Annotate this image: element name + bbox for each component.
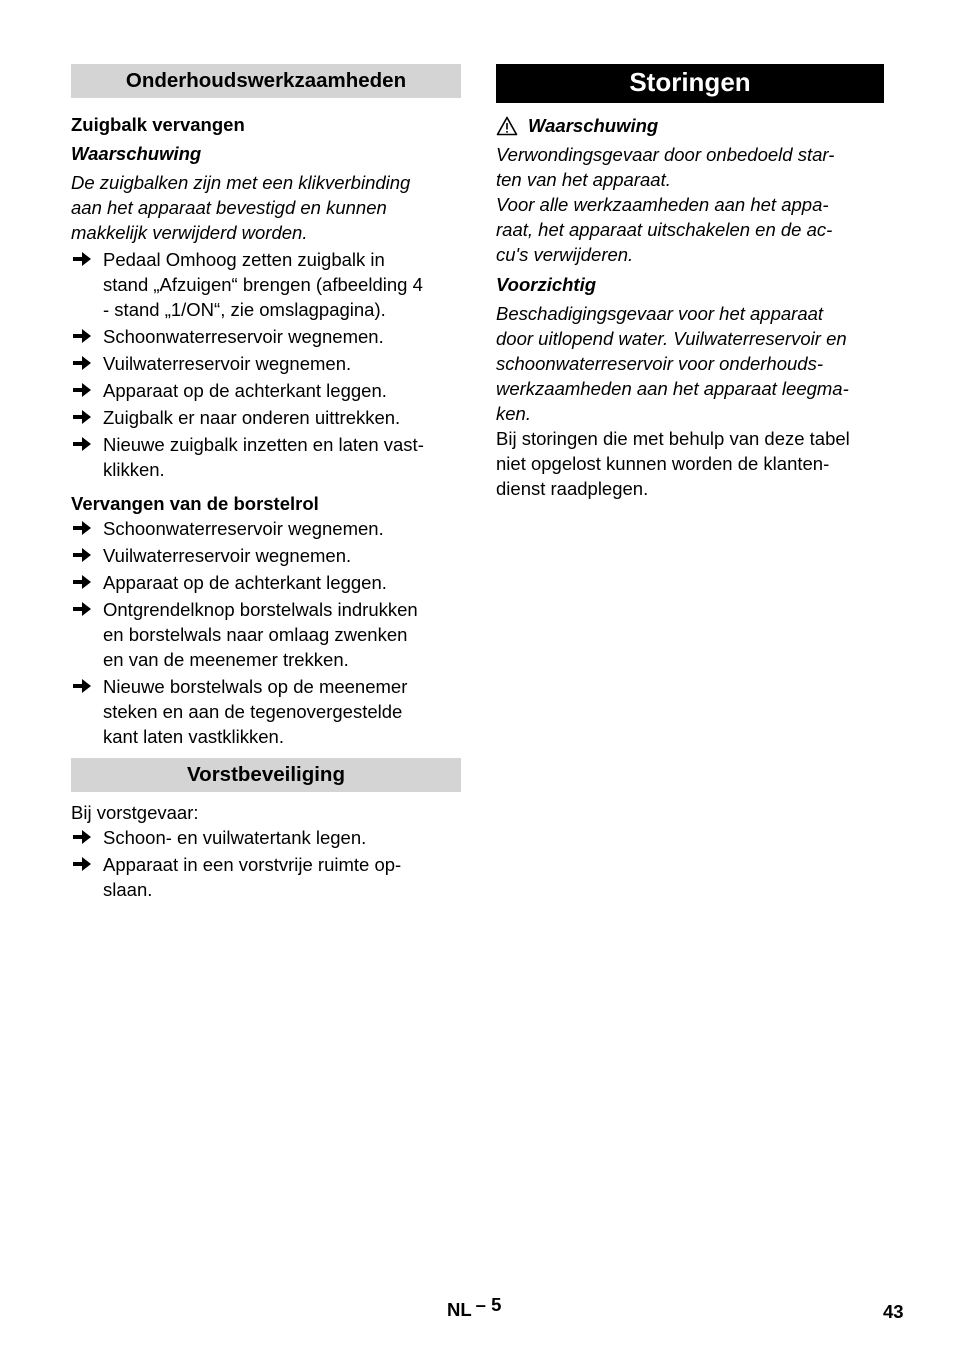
warning-triangle-icon <box>496 116 518 136</box>
list-item-line: Schoon- en vuilwatertank legen. <box>103 827 367 848</box>
warning-text-line: makkelijk verwijderd worden. <box>71 222 308 243</box>
list-item <box>71 597 461 672</box>
list-item <box>71 674 461 749</box>
steps-replace-brush-roller <box>71 516 461 749</box>
list-item <box>71 324 461 349</box>
section-title-maintenance: Onderhoudswerkzaamheden <box>71 64 461 98</box>
heading-replace-squeegee: Zuigbalk vervangen <box>71 114 245 135</box>
warning-text-line: raat, het apparaat uitschakelen en de ac- <box>496 219 833 240</box>
arrow-right-icon <box>73 521 91 535</box>
list-item-line: Apparaat op de achterkant leggen. <box>103 380 387 401</box>
arrow-right-icon <box>73 830 91 844</box>
list-item <box>71 405 461 430</box>
caution-label: Voorzichtig <box>496 274 597 295</box>
list-item-line: Apparaat op de achterkant leggen. <box>103 572 387 593</box>
list-item-line: Nieuwe borstelwals op de meenemer <box>103 676 408 697</box>
list-item <box>71 247 461 322</box>
list-item <box>71 570 461 595</box>
list-item-line: Vuilwaterreservoir wegnemen. <box>103 353 352 374</box>
list-item <box>71 351 461 376</box>
section-title-malfunctions: Storingen <box>496 64 884 103</box>
caution-text-line: door uitlopend water. Vuilwaterreservoir en <box>496 328 847 349</box>
left-column <box>71 64 461 904</box>
warning-label: Waarschuwing <box>528 115 659 136</box>
arrow-right-icon <box>73 679 91 693</box>
note-text-line: dienst raadplegen. <box>496 478 649 499</box>
arrow-right-icon <box>73 410 91 424</box>
list-item <box>71 852 461 902</box>
list-item-line: Schoonwaterreservoir wegnemen. <box>103 326 384 347</box>
list-item-line: - stand „1/ON“, zie omslagpagina). <box>103 299 386 320</box>
list-item-line: Nieuwe zuigbalk inzetten en laten vast- <box>103 434 424 455</box>
warning-text-line: Voor alle werkzaamheden aan het appa- <box>496 194 829 215</box>
arrow-right-icon <box>73 857 91 871</box>
list-item-line: stand „Afzuigen“ brengen (afbeelding 4 <box>103 274 423 295</box>
list-item-line: slaan. <box>103 879 153 900</box>
caution-text-line: schoonwaterreservoir voor onderhouds- <box>496 353 824 374</box>
warning-heading <box>496 113 884 138</box>
warning-text-line: ten van het apparaat. <box>496 169 671 190</box>
list-item-line: Ontgrendelknop borstelwals indrukken <box>103 599 418 620</box>
list-item-line: klikken. <box>103 459 165 480</box>
list-item <box>71 432 461 482</box>
list-item-line: kant laten vastklikken. <box>103 726 284 747</box>
list-item-line: Vuilwaterreservoir wegnemen. <box>103 545 352 566</box>
arrow-right-icon <box>73 329 91 343</box>
footer-section-page: – 5 <box>475 1294 502 1315</box>
list-item-line: steken en aan de tegenovergestelde <box>103 701 403 722</box>
caution-text-line: werkzaamheden aan het apparaat leegma- <box>496 378 849 399</box>
caution-text-line: ken. <box>496 403 531 424</box>
steps-replace-squeegee <box>71 247 461 482</box>
warning-text-line: cu's verwijderen. <box>496 244 634 265</box>
heading-replace-brush-roller: Vervangen van de borstelrol <box>71 493 319 514</box>
warning-text-line: aan het apparaat bevestigd en kunnen <box>71 197 387 218</box>
note-text <box>496 426 884 501</box>
footer-section-label <box>447 1294 502 1322</box>
arrow-right-icon <box>73 548 91 562</box>
frost-intro: Bij vorstgevaar: <box>71 802 199 823</box>
warning-text-line: Verwondingsgevaar door onbedoeld star- <box>496 144 835 165</box>
footer-language: NL <box>447 1299 472 1320</box>
note-text-line: Bij storingen die met behulp van deze tabel <box>496 428 850 449</box>
warning-text <box>71 170 461 245</box>
list-item <box>71 516 461 541</box>
note-text-line: niet opgelost kunnen worden de klanten- <box>496 453 830 474</box>
section-title-frost-protection: Vorstbeveiliging <box>71 758 461 792</box>
list-item <box>71 825 461 850</box>
list-item-line: Schoonwaterreservoir wegnemen. <box>103 518 384 539</box>
arrow-right-icon <box>73 356 91 370</box>
right-column <box>496 64 884 501</box>
list-item <box>71 378 461 403</box>
arrow-right-icon <box>73 575 91 589</box>
list-item-line: en borstelwals naar omlaag zwenken <box>103 624 408 645</box>
page-number: 43 <box>883 1301 904 1322</box>
caution-text-line: Beschadigingsgevaar voor het apparaat <box>496 303 824 324</box>
warning-label: Waarschuwing <box>71 143 202 164</box>
list-item-line: Apparaat in een vorstvrije ruimte op- <box>103 854 402 875</box>
arrow-right-icon <box>73 602 91 616</box>
warning-text-line: De zuigbalken zijn met een klikverbinding <box>71 172 411 193</box>
list-item-line: en van de meenemer trekken. <box>103 649 349 670</box>
steps-frost-protection <box>71 825 461 902</box>
arrow-right-icon <box>73 437 91 451</box>
warning-text <box>496 142 884 267</box>
list-item-line: Zuigbalk er naar onderen uittrekken. <box>103 407 401 428</box>
list-item-line: Pedaal Omhoog zetten zuigbalk in <box>103 249 385 270</box>
arrow-right-icon <box>73 252 91 266</box>
list-item <box>71 543 461 568</box>
arrow-right-icon <box>73 383 91 397</box>
caution-text <box>496 301 884 426</box>
